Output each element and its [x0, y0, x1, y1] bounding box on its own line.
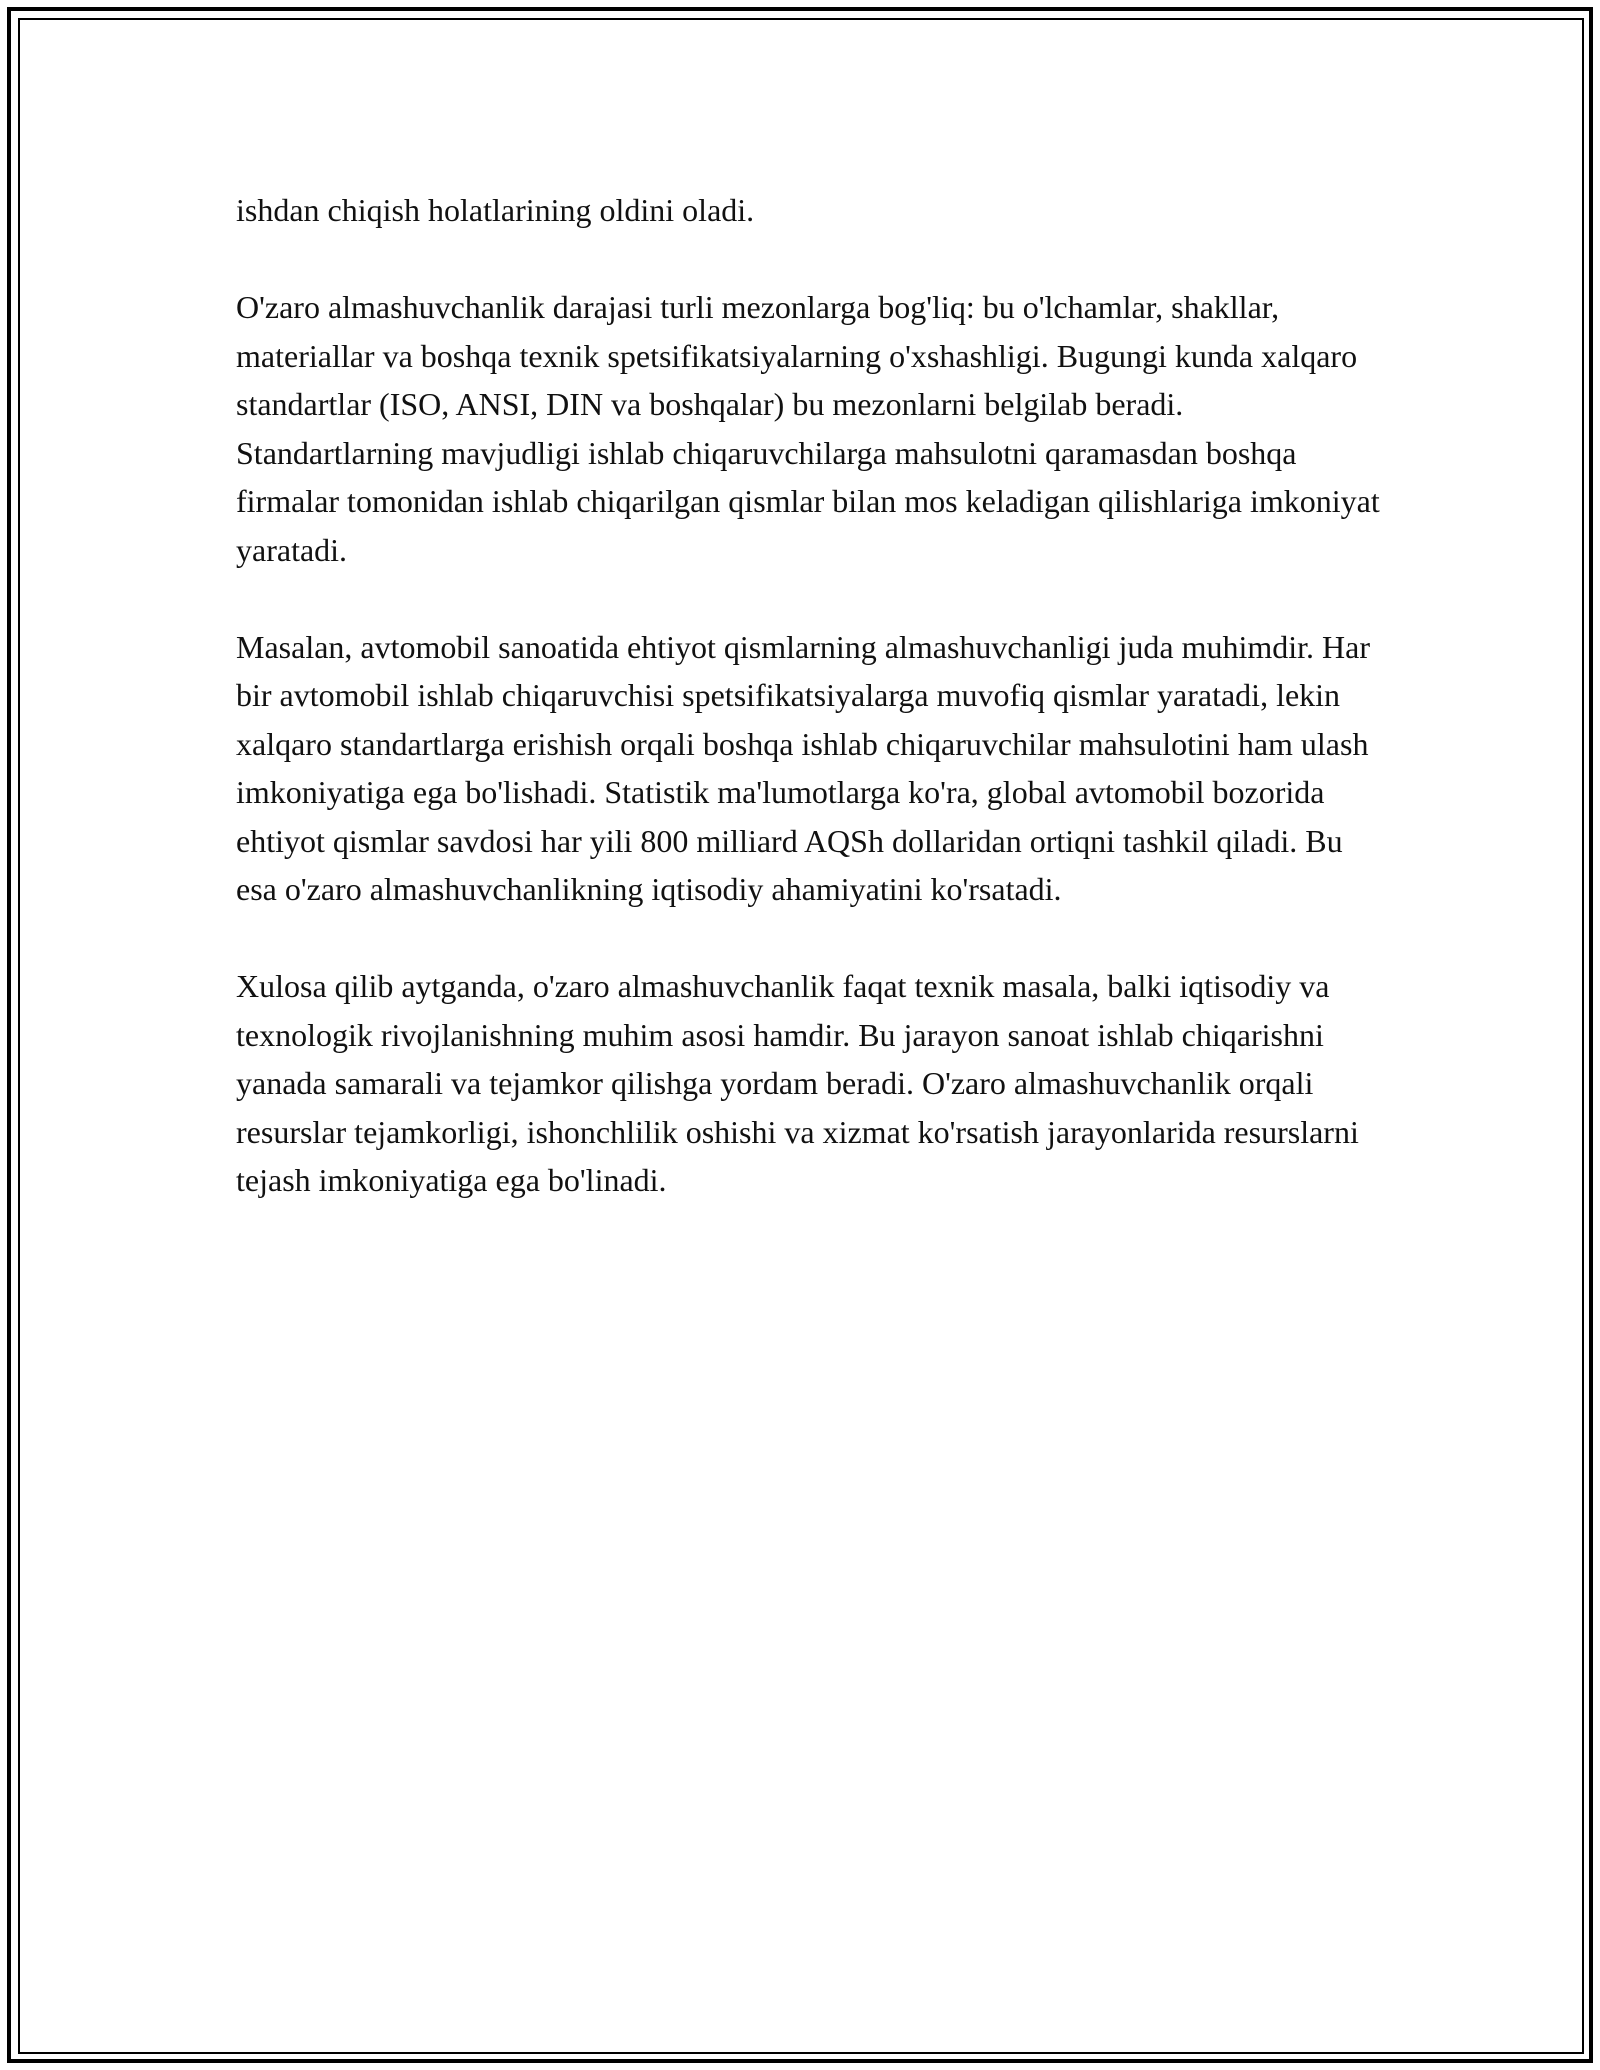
- paragraph-1: ishdan chiqish holatlarining oldini oladi.: [236, 192, 755, 228]
- paragraph-2: O'zaro almashuvchanlik darajasi turli mezonlarga bog'liq: bu o'lchamlar, shakllar, materiallar va boshqa texnik spetsifikatsiyalarning o'xshashligi. Bugungi kunda xalqaro standartlar (ISO, ANSI, DIN va boshqalar) bu mezonlarni belgilab beradi. Standartlarning mavjudligi ishlab chiqaruvchilarga mahsulotni qaramasdan boshqa firmalar tomonidan ishlab chiqarilgan qismlar bilan mos keladigan qilishlariga imkoniyat yaratadi.: [236, 289, 1380, 568]
- paragraph-3: Masalan, avtomobil sanoatida ehtiyot qismlarning almashuvchanligi juda muhimdir. Har bir avtomobil ishlab chiqaruvchisi spetsifikatsiyalarga muvofiq qismlar yaratadi, lekin xalqaro standartlarga erishish orqali boshqa ishlab chiqaruvchilar mahsulotini ham ulash imkoniyatiga ega bo'lishadi. Statistik ma'lumotlarga ko'ra, global avtomobil bozorida ehtiyot qismlar savdosi har yili 800 milliard AQSh dollaridan ortiqni tashkil qiladi. Bu esa o'zaro almashuvchanlikning iqtisodiy ahamiyatini ko'rsatadi.: [236, 628, 1370, 907]
- document-body: [236, 186, 1386, 1253]
- paragraph-4: Xulosa qilib aytganda, o'zaro almashuvchanlik faqat texnik masala, balki iqtisodiy va texnologik rivojlanishning muhim asosi hamdir. Bu jarayon sanoat ishlab chiqarishni yanada samarali va tejamkor qilishga yordam beradi. O'zaro almashuvchanlik orqali resurslar tejamkorligi, ishonchlilik oshishi va xizmat ko'rsatish jarayonlarida resurslarni tejash imkoniyatiga ega bo'linadi.: [236, 968, 1359, 1198]
